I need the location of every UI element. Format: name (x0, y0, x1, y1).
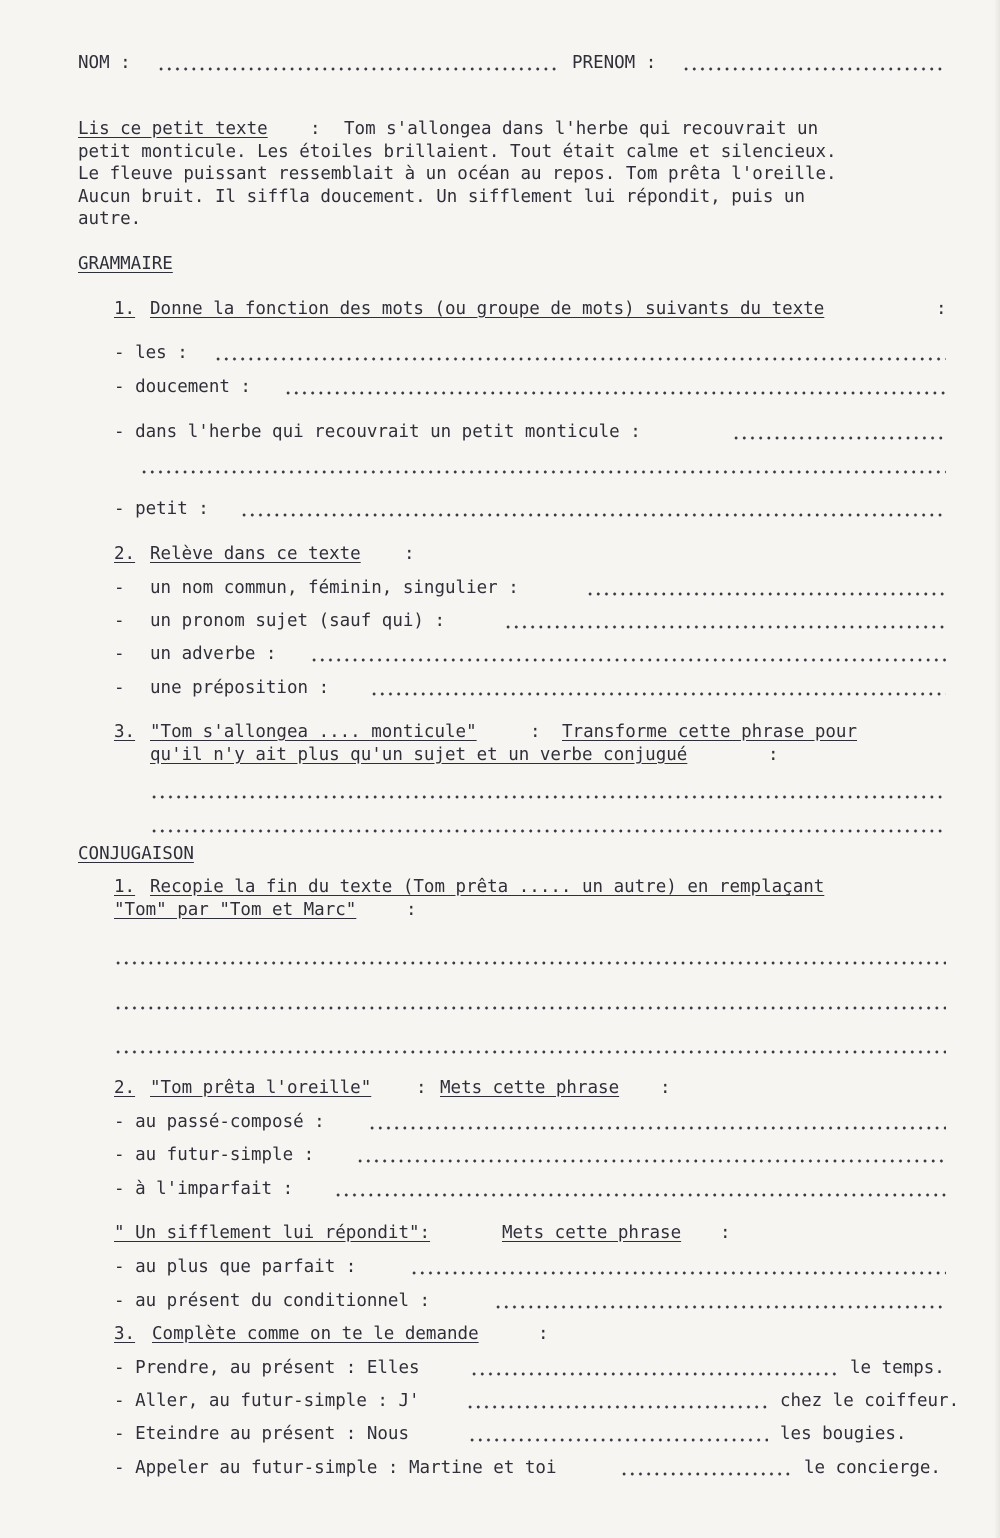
q2-item-nom: un nom commun, féminin, singulier : (150, 578, 519, 598)
conj-q3-answer-2[interactable] (466, 1390, 768, 1412)
q3-answer-1[interactable] (150, 780, 946, 802)
intro-line-4: Aucun bruit. Il siffla doucement. Un sifflement lui répondit, puis un (78, 187, 805, 207)
conj-q2-colon: : (416, 1078, 427, 1098)
conj-q3-colon: : (538, 1324, 549, 1344)
conj-q2-answer-plus-que-parfait[interactable] (410, 1256, 946, 1278)
q2-dash-4: - (114, 678, 125, 698)
conj-q3-row-3-before: - Eteindre au présent : Nous (114, 1424, 410, 1444)
conj-q1-answer-2[interactable] (114, 991, 946, 1013)
conj-q3-instruction: Complète comme on te le demande (152, 1324, 479, 1344)
conj-q2-instruction: Mets cette phrase (440, 1078, 620, 1098)
q3-answer-2[interactable] (150, 814, 946, 836)
conj-q2-item-passe-compose: - au passé-composé : (114, 1112, 325, 1132)
q2-answer-nom[interactable] (586, 577, 946, 599)
q2-dash-2: - (114, 611, 125, 631)
conj-q3-answer-4[interactable] (620, 1457, 792, 1479)
conj-q2-item-imparfait: - à l'imparfait : (114, 1179, 294, 1199)
intro-line-2: petit monticule. Les étoiles brillaient. Tout était calme et silencieux. (78, 142, 837, 162)
conj-q1-number: 1. (114, 877, 136, 897)
conj-q3-row-3-after: les bougies. (780, 1424, 907, 1444)
q2-answer-adverbe[interactable] (310, 643, 946, 665)
q1-answer-petit[interactable] (240, 498, 946, 520)
q2-item-preposition: une préposition : (150, 678, 330, 698)
conj-q3-row-1-after: le temps. (850, 1358, 945, 1378)
conj-q2-end-colon: : (660, 1078, 671, 1098)
conj-q3-number: 3. (114, 1324, 136, 1344)
grammaire-q3-colon-2: : (768, 745, 779, 765)
conj-q1-line-1: Recopie la fin du texte (Tom prêta ..... un autre) en remplaçant (150, 877, 825, 897)
prenom-field[interactable] (682, 52, 946, 74)
q2-item-adverbe: un adverbe : (150, 644, 277, 664)
grammaire-title: GRAMMAIRE (78, 254, 173, 274)
q1-item-petit: - petit : (114, 499, 209, 519)
intro-colon: : (310, 119, 321, 139)
conj-q2-quote: "Tom prêta l'oreille" (150, 1078, 372, 1098)
q1-answer-doucement[interactable] (284, 376, 946, 398)
grammaire-q2-text: Relève dans ce texte (150, 544, 361, 564)
conj-q1-answer-1[interactable] (114, 946, 946, 968)
conj-q3-row-4-before: - Appeler au futur-simple : Martine et toi (114, 1458, 557, 1478)
nom-field[interactable] (157, 52, 559, 74)
conj-q3-row-2-before: - Aller, au futur-simple : J' (114, 1391, 420, 1411)
conj-q2-answer-imparfait[interactable] (334, 1178, 946, 1200)
q2-dash-3: - (114, 644, 125, 664)
grammaire-q1-colon: : (936, 299, 947, 319)
prenom-label: PRENOM : (572, 53, 657, 73)
conj-q1-line-2: "Tom" par "Tom et Marc" (114, 900, 357, 920)
grammaire-q2-number: 2. (114, 544, 136, 564)
conj-q3-row-1-before: - Prendre, au présent : Elles (114, 1358, 420, 1378)
conj-q2-item-conditionnel: - au présent du conditionnel : (114, 1291, 431, 1311)
q1-answer-dans-1[interactable] (732, 421, 946, 443)
conj-q2-quote-2: " Un sifflement lui répondit": (114, 1223, 431, 1243)
q2-dash-1: - (114, 578, 125, 598)
conj-q2-item-plus-que-parfait: - au plus que parfait : (114, 1257, 357, 1277)
conj-q1-answer-3[interactable] (114, 1035, 946, 1057)
q1-item-dans: - dans l'herbe qui recouvrait un petit monticule : (114, 422, 641, 442)
intro-line-5: autre. (78, 209, 142, 229)
grammaire-q2-colon: : (404, 544, 415, 564)
nom-label: NOM : (78, 53, 131, 73)
grammaire-q3-quote: "Tom s'allongea .... monticule" (150, 722, 477, 742)
conjugaison-title: CONJUGAISON (78, 844, 194, 864)
conj-q2-answer-passe-compose[interactable] (368, 1111, 946, 1133)
conj-q2-number: 2. (114, 1078, 136, 1098)
q2-item-pronom: un pronom sujet (sauf qui) : (150, 611, 446, 631)
conj-q3-answer-3[interactable] (468, 1423, 768, 1445)
q1-answer-les[interactable] (214, 342, 946, 364)
conj-q2-instruction-2: Mets cette phrase (502, 1223, 682, 1243)
conj-q2-answer-conditionnel[interactable] (494, 1290, 946, 1312)
intro-line-3: Le fleuve puissant ressemblait à un océan au repos. Tom prêta l'oreille. (78, 164, 837, 184)
q1-item-doucement: - doucement : (114, 377, 251, 397)
conj-q1-colon: : (406, 900, 417, 920)
grammaire-q3-line-2: qu'il n'y ait plus qu'un sujet et un verbe conjugué (150, 745, 688, 765)
grammaire-q3-number: 3. (114, 722, 136, 742)
conj-q2-answer-futur[interactable] (356, 1144, 946, 1166)
grammaire-q1-number: 1. (114, 299, 136, 319)
conj-q2-item-futur: - au futur-simple : (114, 1145, 315, 1165)
q2-answer-pronom[interactable] (504, 610, 946, 632)
grammaire-q3-colon-1: : (530, 722, 541, 742)
q1-answer-dans-2[interactable] (140, 455, 946, 477)
grammaire-q3-instruction: Transforme cette phrase pour (562, 722, 858, 742)
conj-q2-end-colon-2: : (720, 1223, 731, 1243)
intro-line-1: Tom s'allongea dans l'herbe qui recouvrait un (344, 119, 819, 139)
q2-answer-preposition[interactable] (370, 677, 946, 699)
intro-instruction: Lis ce petit texte (78, 119, 268, 139)
page-edge (994, 0, 1000, 1538)
q1-item-les: - les : (114, 343, 188, 363)
conj-q3-row-2-after: chez le coiffeur. (780, 1391, 960, 1411)
conj-q3-row-4-after: le concierge. (804, 1458, 941, 1478)
grammaire-q1-text: Donne la fonction des mots (ou groupe de mots) suivants du texte (150, 299, 825, 319)
conj-q3-answer-1[interactable] (470, 1357, 836, 1379)
